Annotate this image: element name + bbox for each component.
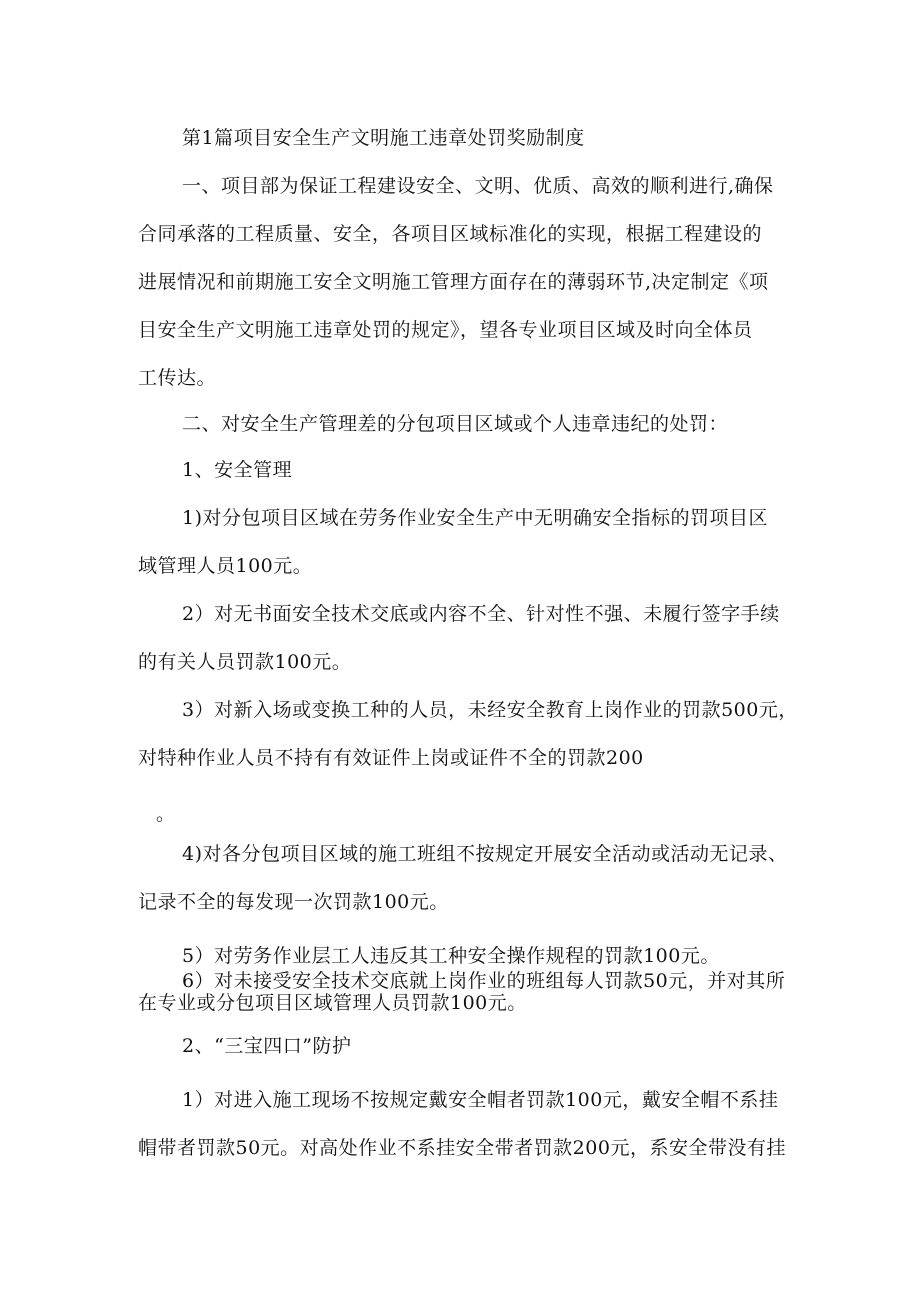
document-title (138, 114, 786, 162)
item-1-line-2: 域管理人员100元。 (138, 555, 313, 577)
paragraph-1 (138, 162, 786, 402)
item-6 (138, 970, 786, 1014)
paragraph-1-line-3: 进展情况和前期施工安全文明施工管理方面存在的薄弱环节,决定制定《项 (138, 271, 769, 293)
item-7 (138, 1076, 786, 1172)
title-text: 第1篇项目安全生产文明施工违章处罚奖励制度 (182, 127, 585, 149)
section-2-heading (138, 1022, 786, 1070)
item-3 (138, 686, 798, 782)
paragraph-2-text: 二、对安全生产管理差的分包项目区域或个人违章违纪的处罚： (182, 413, 729, 435)
item-2-line-1: 2）对无书面安全技术交底或内容不全、针对性不强、未履行签字手续 (182, 603, 780, 625)
paragraph-2 (138, 400, 786, 448)
paragraph-1-line-5: 工传达。 (138, 367, 217, 389)
item-3-line-2: 对特种作业人员不持有有效证件上岗或证件不全的罚款200 (138, 747, 644, 769)
paragraph-1-line-4: 目安全生产文明施工违章处罚的规定》，望各专业项目区域及时向全体员 (138, 319, 753, 341)
item-4-line-2: 记录不全的每发现一次罚款100元。 (138, 891, 449, 913)
item-4 (138, 830, 786, 926)
item-7-line-2: 帽带者罚款50元。对高处作业不系挂安全带者罚款200元，系安全带没有挂 (138, 1137, 786, 1159)
item-5-text: 5）对劳务作业层工人违反其工种安全操作规程的罚款100元。 (182, 945, 720, 967)
item-6-line-2: 在专业或分包项目区域管理人员罚款100元。 (138, 992, 527, 1014)
section-2-heading-text: 2、“三宝四口”防护 (182, 1035, 352, 1057)
item-6-line-1: 6）对未接受安全技术交底就上岗作业的班组每人罚款50元，并对其所 (182, 970, 786, 992)
item-4-line-1: 4)对各分包项目区域的施工班组不按规定开展安全活动或活动无记录、 (182, 843, 788, 865)
item-3-line-1: 3）对新入场或变换工种的人员，未经安全教育上岗作业的罚款500元， (182, 699, 798, 721)
item-2-line-2: 的有关人员罚款100元。 (138, 651, 352, 673)
item-7-line-1: 1）对进入施工现场不按规定戴安全帽者罚款100元，戴安全帽不系挂 (182, 1089, 779, 1111)
paragraph-1-line-2: 合同承落的工程质量、安全，各项目区域标准化的实现，根据工程建设的 (138, 223, 763, 245)
paragraph-1-line-1: 一、项目部为保证工程建设安全、文明、优质、高效的顺利进行,确保 (182, 175, 774, 197)
section-1-heading (138, 446, 786, 494)
item-1 (138, 494, 786, 590)
item-2 (138, 590, 786, 686)
item-1-line-1: 1)对分包项目区域在劳务作业安全生产中无明确安全指标的罚项目区 (182, 507, 769, 529)
item-3-tail-text: 。 (156, 803, 176, 825)
section-1-heading-text: 1、安全管理 (182, 459, 293, 481)
